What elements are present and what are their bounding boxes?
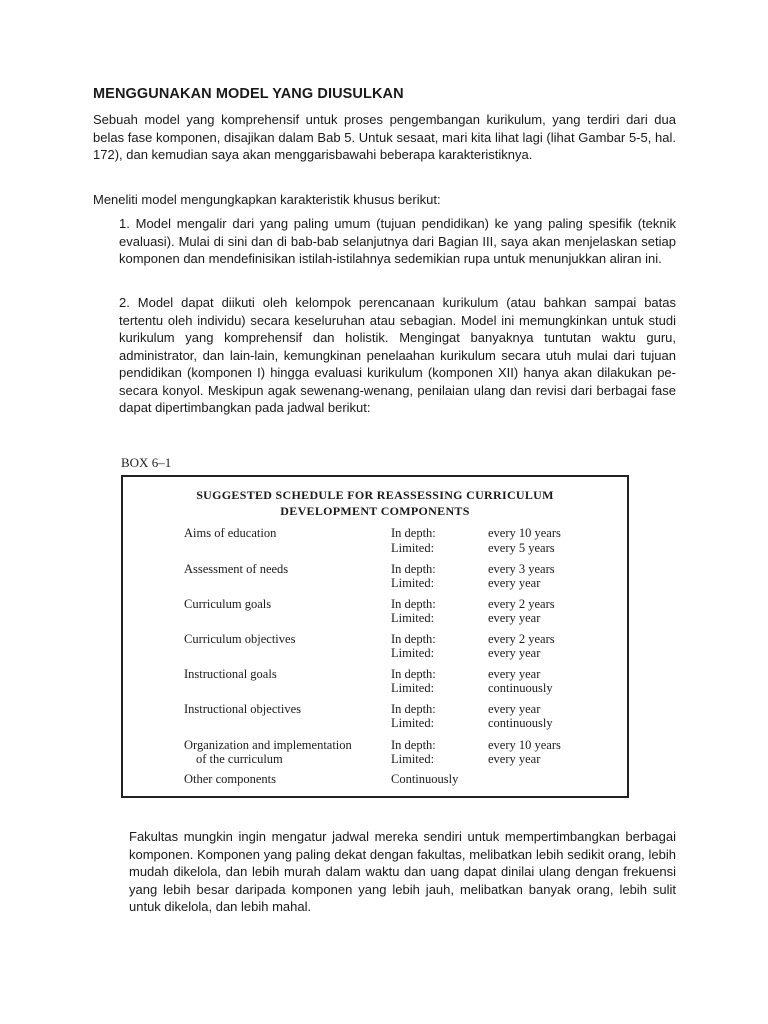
schedule-frequency: every year [488,611,541,625]
schedule-type: In depth: [391,667,436,681]
component-name: Aims of education [184,526,277,540]
schedule-type: In depth: [391,597,436,611]
characteristics-intro: Meneliti model mengungkapkan karakteristik khusus berikut: [93,192,441,207]
schedule-type: Limited: [391,576,435,590]
list-item: 2. Model dapat diikuti oleh kelompok perencanaan kurikulum (atau bahkan sampai batas tertentu oleh individu) secara keseluruhan atau sebagian. Model ini memungkinkan untuk studi kurikulum yang komprehensif dan holistik. Mengingat banyaknya tuntutan waktu guru, administrator, dan lain-lain, kemungkinan penelaahan kurikulum secara utuh mulai dari tujuan pendidikan (komponen I) hingga evaluasi kurikulum (komponen XII) hanya akan dilakukan pe- secara konyol. Meskipun agak sewenang-wenang, penilaian ulang dan revisi dari berbagai fase dapat dipertimbangkan pada jadwal berikut: [119,295,676,415]
box-title-line: SUGGESTED SCHEDULE FOR REASSESSING CURRICULUM [196,488,554,502]
schedule-frequency: every year [488,667,541,681]
schedule-frequency: every year [488,576,541,590]
schedule-type: Continuously [391,772,459,786]
list-item: 1. Model mengalir dari yang paling umum (tujuan pendidikan) ke yang paling spesifik (teknik evaluasi). Mulai di sini dan di bab-bab selanjutnya dari Bagian III, saya akan menjelaskan setiap komponen dan mendefinisikan istilah-istilahnya sedemikian rupa untuk menunjukkan aliran ini. [119,216,676,266]
schedule-type: Limited: [391,541,435,555]
component-name: Instructional objectives [184,702,301,716]
schedule-type: Limited: [391,646,435,660]
schedule-frequency: every 3 years [488,562,555,576]
section-heading: MENGGUNAKAN MODEL YANG DIUSULKAN [93,86,404,102]
schedule-frequency: continuously [488,681,553,695]
box-title-line: DEVELOPMENT COMPONENTS [280,504,470,518]
schedule-frequency: every year [488,702,541,716]
component-name: of the curriculum [196,752,283,766]
schedule-frequency: continuously [488,716,553,730]
component-name: Curriculum objectives [184,632,296,646]
schedule-frequency: every 10 years [488,738,561,752]
schedule-type: Limited: [391,716,435,730]
schedule-frequency: every 10 years [488,526,561,540]
component-name: Other components [184,772,276,786]
schedule-frequency: every 2 years [488,597,555,611]
schedule-box [121,475,629,798]
box-title [123,487,627,519]
schedule-frequency: every year [488,646,541,660]
schedule-frequency: every year [488,752,541,766]
schedule-type: In depth: [391,738,436,752]
schedule-frequency: every 5 years [488,541,555,555]
component-name: Instructional goals [184,667,277,681]
component-name: Curriculum goals [184,597,272,611]
component-name: Assessment of needs [184,562,289,576]
schedule-type: Limited: [391,611,435,625]
schedule-type: Limited: [391,681,435,695]
schedule-type: In depth: [391,632,436,646]
schedule-type: In depth: [391,526,436,540]
component-name: Organization and implementation [184,738,352,752]
box-label: BOX 6–1 [121,455,172,470]
schedule-type: In depth: [391,562,436,576]
schedule-type: Limited: [391,752,435,766]
closing-paragraph: Fakultas mungkin ingin mengatur jadwal mereka sendiri untuk mempertimbangkan berbagai komponen. Komponen yang paling dekat dengan fakultas, melibatkan lebih sedikit orang, lebih mudah dikelola, dan lebih murah dalam waktu dan uang dapat dinilai ulang dengan frekuensi yang lebih besar daripada komponen yang lebih jauh, melibatkan banyak orang, lebih sulit untuk dikelola, dan lebih mahal. [129,829,676,914]
intro-paragraph: Sebuah model yang komprehensif untuk proses pengembangan kurikulum, yang terdiri dari dua belas fase komponen, disajikan dalam Bab 5. Untuk sesaat, mari kita lihat lagi (lihat Gambar 5-5, hal. 172), dan kemudian saya akan menggarisbawahi beberapa karakteristiknya. [93,112,676,162]
schedule-frequency: every 2 years [488,632,555,646]
schedule-type: In depth: [391,702,436,716]
